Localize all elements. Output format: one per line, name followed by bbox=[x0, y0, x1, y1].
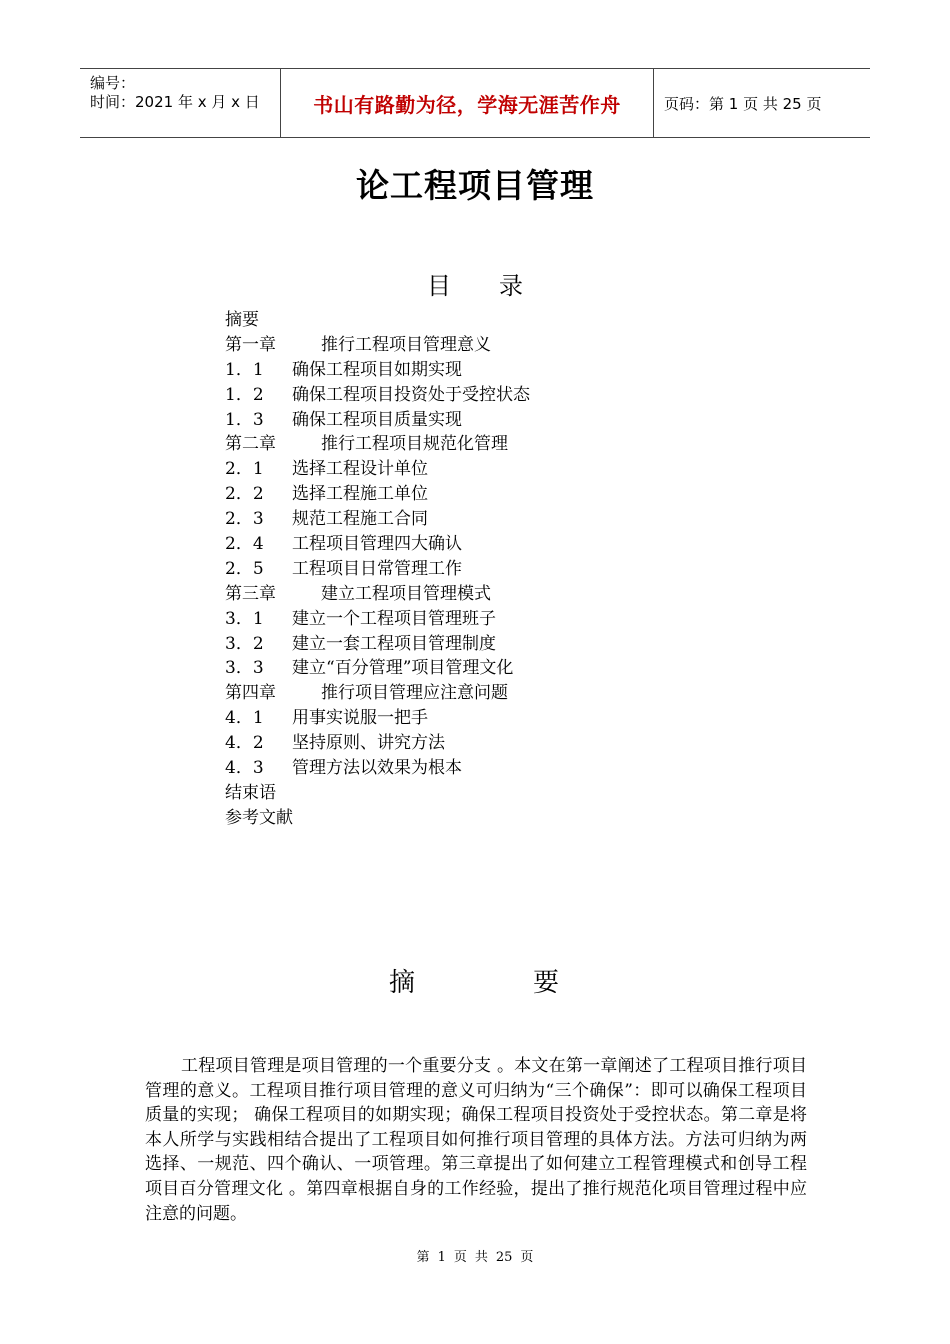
toc-entry-number: 1．2 bbox=[225, 384, 264, 405]
toc-entry bbox=[225, 681, 725, 706]
toc-entry bbox=[225, 756, 725, 781]
toc-entry-text: 确保工程项目质量实现 bbox=[292, 409, 462, 430]
footer-text-4: 页 bbox=[520, 1250, 534, 1265]
toc-entry-number: 1．1 bbox=[225, 359, 264, 380]
toc-entry-text: 建立一个工程项目管理班子 bbox=[292, 608, 496, 629]
toc-entry bbox=[225, 806, 725, 831]
header-page-info: 页码：第 1 页 共 25 页 bbox=[664, 94, 822, 113]
toc-entry-text: 参考文献 bbox=[225, 807, 293, 828]
toc-entry-text: 确保工程项目投资处于受控状态 bbox=[292, 384, 530, 405]
toc-entry-number: 2．5 bbox=[225, 558, 264, 579]
toc-heading-text: 目 录 bbox=[427, 272, 523, 300]
page-footer bbox=[0, 1246, 950, 1265]
toc-entry-text: 建立一套工程项目管理制度 bbox=[292, 633, 496, 654]
toc-entry bbox=[225, 582, 725, 607]
toc-entry-number: 1．3 bbox=[225, 409, 264, 430]
toc-entry-number: 3．3 bbox=[225, 658, 264, 679]
toc-entry bbox=[225, 383, 725, 408]
toc-entry-text: 规范工程施工合同 bbox=[292, 509, 428, 530]
header-motto: 书山有路勤为径，学海无涯苦作舟 bbox=[313, 92, 621, 117]
toc-entry-number: 4．2 bbox=[225, 733, 264, 754]
toc-entry bbox=[225, 532, 725, 557]
abstract-heading-char-2: 要 bbox=[533, 968, 560, 998]
toc-entry-text: 推行工程项目规范化管理 bbox=[321, 434, 508, 455]
toc-entry-number: 2．3 bbox=[225, 509, 264, 530]
toc-entry-text: 工程项目管理四大确认 bbox=[292, 534, 462, 555]
toc-entry-text: 确保工程项目如期实现 bbox=[292, 359, 462, 380]
toc-entry-number: 3．1 bbox=[225, 608, 264, 629]
toc-entry-text: 选择工程设计单位 bbox=[292, 459, 428, 480]
toc-entry bbox=[225, 408, 725, 433]
toc-entry-text: 坚持原则、讲究方法 bbox=[292, 733, 445, 754]
header-table bbox=[80, 68, 870, 138]
toc-entry bbox=[225, 333, 725, 358]
toc-entry bbox=[225, 507, 725, 532]
toc-entry bbox=[225, 308, 725, 333]
toc-entry bbox=[225, 781, 725, 806]
toc-entry-text: 管理方法以效果为根本 bbox=[292, 758, 462, 779]
footer-text-3: 共 bbox=[474, 1250, 488, 1265]
header-page-cell bbox=[654, 69, 870, 137]
toc-entry-text: 用事实说服一把手 bbox=[292, 708, 428, 729]
toc-entry-text: 选择工程施工单位 bbox=[292, 484, 428, 505]
toc-entry-number: 第三章 bbox=[225, 583, 276, 604]
toc-entry-text: 建立工程项目管理模式 bbox=[321, 583, 491, 604]
toc-entry bbox=[225, 457, 725, 482]
toc-entry-number: 第四章 bbox=[225, 683, 276, 704]
toc-entry-text: 推行工程项目管理意义 bbox=[321, 334, 491, 355]
footer-text-2: 页 bbox=[453, 1250, 467, 1265]
header-meta-cell bbox=[80, 69, 281, 137]
toc-entry-text: 建立“百分管理”项目管理文化 bbox=[292, 658, 514, 679]
toc-entry bbox=[225, 731, 725, 756]
toc-entry-number: 3．2 bbox=[225, 633, 264, 654]
toc-heading bbox=[0, 266, 950, 301]
toc-entry bbox=[225, 358, 725, 383]
toc-entry bbox=[225, 656, 725, 681]
document-title: 论工程项目管理 bbox=[356, 166, 594, 205]
toc-entry-number: 4．3 bbox=[225, 758, 264, 779]
toc-entry-number: 4．1 bbox=[225, 708, 264, 729]
toc-entry bbox=[225, 706, 725, 731]
document-number-label: 编号： bbox=[90, 74, 136, 92]
footer-text-1: 第 bbox=[416, 1250, 430, 1265]
toc-entry-number: 2．4 bbox=[225, 534, 264, 555]
abstract-heading-char-1: 摘 bbox=[389, 968, 416, 998]
toc-entry-text: 摘要 bbox=[225, 310, 259, 330]
toc-entry bbox=[225, 607, 725, 632]
toc-entry bbox=[225, 632, 725, 657]
footer-total-pages: 25 bbox=[495, 1250, 513, 1265]
toc-entry-number: 2．1 bbox=[225, 459, 264, 480]
toc-entry-text: 推行项目管理应注意问题 bbox=[321, 683, 508, 704]
toc-entry-text: 工程项目日常管理工作 bbox=[292, 558, 462, 579]
table-of-contents bbox=[225, 308, 725, 831]
toc-entry bbox=[225, 557, 725, 582]
toc-entry-number: 第二章 bbox=[225, 434, 276, 455]
abstract-body: 工程项目管理是项目管理的一个重要分支 。本文在第一章阐述了工程项目推行项目管理的意义。工程项目推行项目管理的意义可归纳为“三个确保”：即可以确保工程项目质量的实现； 确保工程项目的如期实现；确保工程项目投资处于受控状态。第二章是将本人所学与实践相结合提出了工程项目如何推行项目管理的具体方法。方法可归纳为两选择、一规范、四个确认、一项管理。第三章提出了如何建立工程管理模式和创导工程项目百分管理文化 。第四章根据自身的工作经验，提出了推行规范化项目管理过程中应注意的问题。 bbox=[145, 1056, 807, 1224]
toc-entry-number: 2．2 bbox=[225, 484, 264, 505]
toc-entry-number: 第一章 bbox=[225, 334, 276, 355]
header-motto-cell bbox=[281, 69, 654, 137]
toc-entry bbox=[225, 432, 725, 457]
document-time-label: 时间：2021 年 x 月 x 日 bbox=[90, 93, 260, 111]
toc-entry-text: 结束语 bbox=[225, 782, 276, 803]
footer-page-number: 1 bbox=[437, 1250, 446, 1265]
toc-entry bbox=[225, 482, 725, 507]
